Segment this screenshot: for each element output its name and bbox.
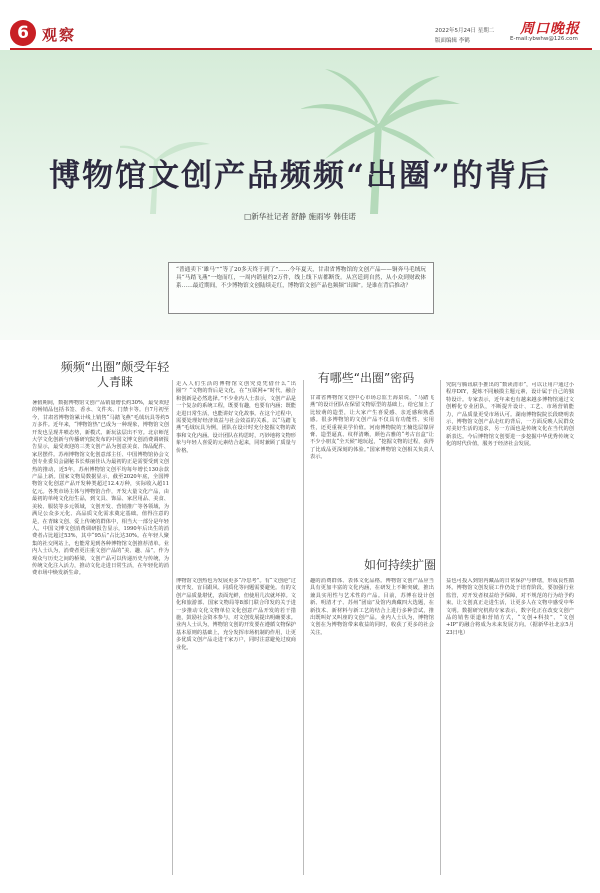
body-column-1: 暑假期间，数据博物馆文创产品销量增长约30%，最受欢迎的畅销品包括书签、香水、文件夹、门禁卡等。自7月初至今，甘肃省博物馆累计线上销售“马踏飞燕”毛绒玩具等约5万多件。近年来，“博物馆热”已成为一种现象，博物馆文创开发也呈现井喷态势，新模式、新玩法层出不穷。北京师范大学文化创新与传播研究院发布的中国文博文创消费调研报告显示，最受欢迎的三类文创产品为创意美食、饰品配件、家居摆件。苏州博物馆文化创意部主任、中国博物馆协会文创专业委员会副秘书长蔡丽佳认为最初的正是需要受到文创热的推动，近5年，苏州博物馆文创平均每年增长130余款产品上新。国家文物局数据显示，截至2020年底，全国博物馆文化创意产品开发种类超过12.4万种，实际收入超11亿元。各类市场主体与博物馆合作，开发大量文化产品，由最初的单纯文化衍生品，到文具、饰品、家居用品、美食、美妆、服装等多元领域，文创开发、营销推广等各领域，为满足公众多元化、高品质文化需求奠定基础。值得注意的是，在青睐文创、爱上传统的群体中，相当大一部分是年轻人。中国文博文创消费调研报告显示，1990年后出生的消费者占比超过53%，其中“95后”占比达30%。在年轻人聚集的社交网站上，也能常见到各种博物馆文创推荐清单。业内人士认为，消费者更注重文创产品的“美、趣、品”，作为观众与历史之间的桥梁，文创产品可以传递历史与传统，为传统文化注入活力，推动文化走进日常生活，在年轻化的消费市场中焕发新生命。 [32,400,169,577]
column-rule [440,380,441,875]
newspaper-masthead: 周口晚报 [520,21,580,37]
editor-credit: 版面编辑 李鹤 [435,38,470,44]
column-rule [172,380,173,875]
body-column-4: 究院与腾讯联手推出的“数读清市”，可以让用户通过小程序DIY，提炼不同触摸主题元素，设计属于自己的独特设计。专家表示，近年来也有越来越多博物馆通过文创孵化专业团队，不断提升设计、工艺、市场营销能力，产品质量更受市场认可。湖南博物院院长段晓明表示，博物馆文创产品走红的背后，一方面反映人民群众对美好生活的追求，另一方面也是传统文化在当代的创新表达。今后博物馆文创要进一步挖掘中华优秀传统文化的时代价值，服务于经济社会发展。 [446,382,574,448]
section-title-secrets: 有哪些“出圈”密码 [317,371,415,385]
body-column-5: 博物馆文创热也为发展更多“冷思考”。有“文创逆”过度开发、盲目跟风、同质化等问题需要避免。有的文创产品质量堪忧，表面光鲜，但使用几次就坏掉。文化和旅游部、国家文物局等8部门联合印发的关于进一步推动文化文物单位文化创意产品开发的若干措施，鼓励社会资本参与，对文创发展提出明确要求。业内人士认为，博物馆文创的开发要在遵循文物保护基本原则的基础上，充分发挥市场机制的作用，让更多优质文创产品走进千家万户，同时注意避免过度商业化。 [176,578,296,651]
page-number-badge: 6 [10,20,36,46]
section-name: 观察 [42,26,77,44]
body-column-2: 走入人们生活的博物馆文创究竟凭借什么“出圈”？“文物的背后是文化，在“互联网+”时代，融合和创新是必然选择。”不少业内人士表示，文创产品是一个复杂的系统工程，既要有趣，也要有内涵；既能走进日常生活，也能讲好文化故事。在这个过程中，需要处理好经济效益与社会效益的关系。以“马踏飞燕”毛绒玩具为例，团队在设计时充分挖掘文物的故事和文化内涵。设计团队在构思时，巧妙地将文物形象与年轻人喜爱的元素结合起来，同时兼顾了质量与价格。 [176,381,296,454]
article-byline: □新华社记者 舒静 施雨岑 韩佳诺 [244,212,356,221]
column-rule [303,380,304,875]
email-contact: E-mail:ybwhw@126.com [510,36,578,42]
section-title-popular: 频频“出圈”颇受年轻人青睐 [60,360,170,389]
summary-text: “普通卖下‘雄马’”“等了20多天终于到了”……今年夏天，甘肃省博物馆的文创产品——铜奔马毛绒玩具“马踏飞燕”一炮而红，一周内销量约2万件，线上线下店都断货。从宫廷到自然，从小众到财政体系……最近期间，不少博物馆文创陆续走红，博物馆文创产品也频频“出圈”。是谁在背后推动？ [176,267,426,289]
section-title-expand: 如何持续扩圈 [363,558,436,572]
article-headline: 博物馆文创产品频频“出圈”的背后 [49,158,551,194]
issue-date: 2022年5月24日 星期二 [435,28,495,34]
body-column-7: 益也可投入到馆内藏品的日常保护与修缮，形成良性循环。博物馆文创发展工作仍处于培育阶段，要加强行业监管，对开发者权益给予保障，对不规范的行为给予约束。让文创真正走进生活，让更多人在文物中感受中华文明。数据研究机构专家表示，数字化正在改变文创产品的销售渠道和营销方式，“文创+科技”、“文创+IP”的融合将成为未来发展方向。（据新华社北京5月23日电） [446,578,574,636]
body-column-3: 甘肃省博物馆文创中心市场总监王海泉说，“马踏飞燕”的设计团队在保留文物原型的基础上，给它加上了比较萌的造型，让大家产生喜爱感、亲近感和熟悉感。很多博物馆的文创产品不仅具有功能性、实用性，还更重视美学价值。河南博物院的王楠迭层镍屏膏、造型逼真、纹样清晰，颜色古雅的“考古盲盒”让不少小朋友“全天候”地玩起，“挖掘文物的过程，获得了比成品更深刻的体验。”国家博物馆文创相关负责人表示。 [310,395,434,461]
body-column-6: 趣的消费群体、表体文化品格。博物馆文创产品应当具有更加丰富的文化内涵，在研发上不断突破，推出兼具实用性与艺术性的产品。目前，苏博在设计创新、明清才子、苏州“团扇”及馆内典藏四大选题，在新技术、新材料与新工艺的结合上进行多种尝试，推出既叫好又叫座的文创产品。业内人士认为，博物馆文创在为博物馆带来收益的同时，收获了更多的社会关注。 [310,578,434,636]
